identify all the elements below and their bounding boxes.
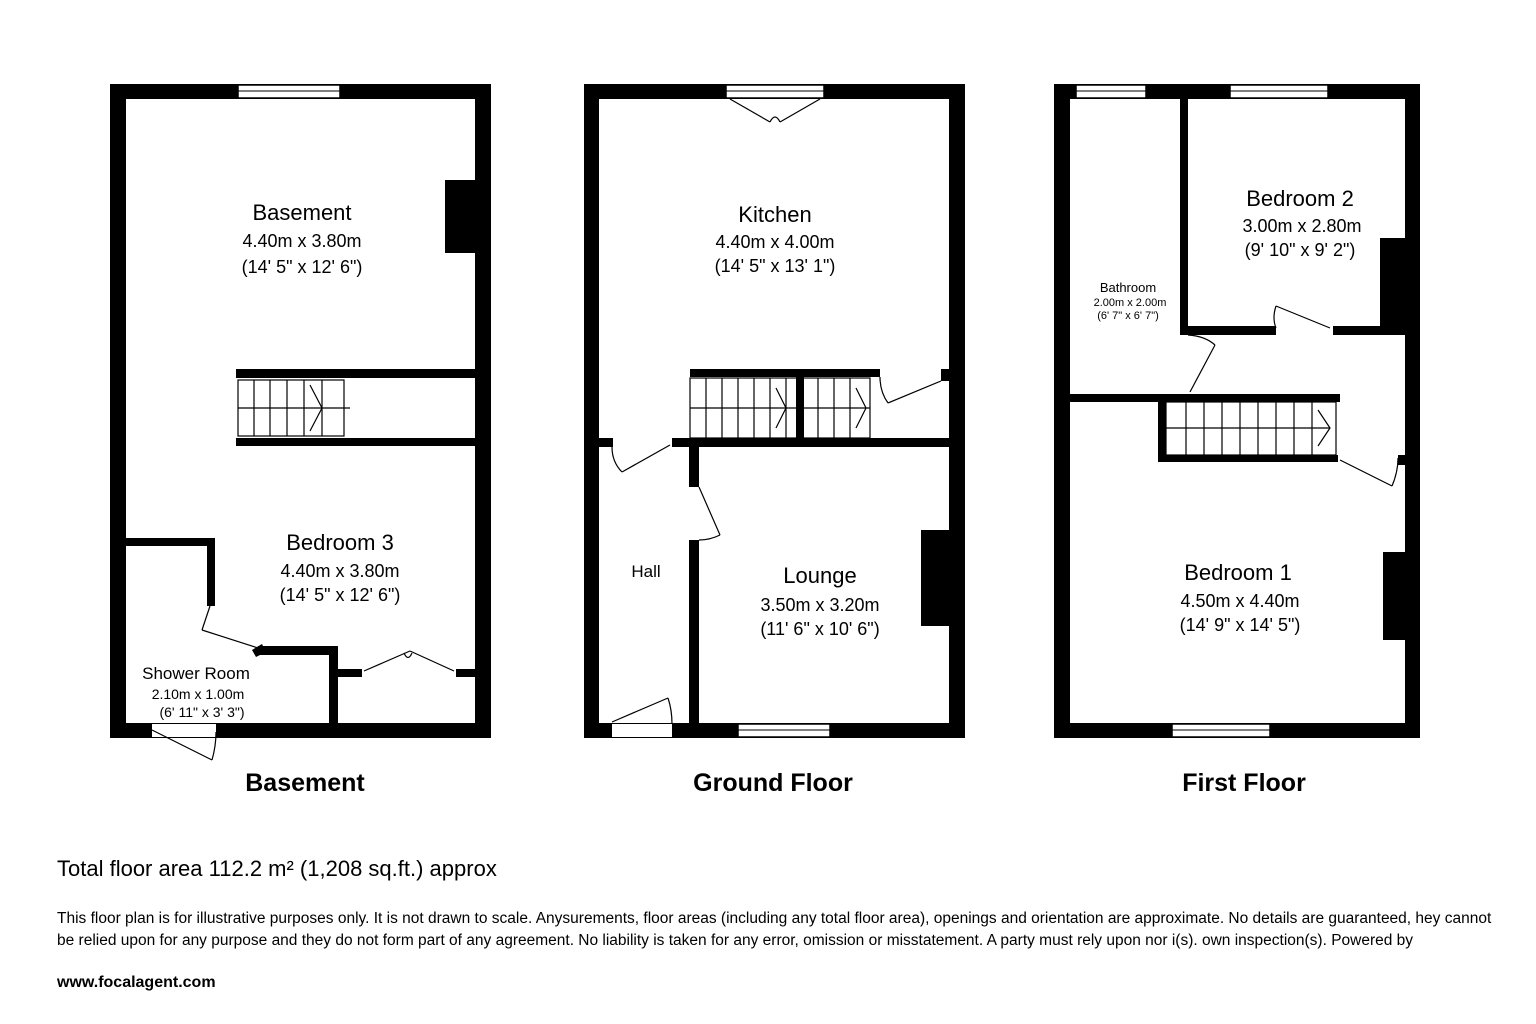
- bedroom3-imperial: (14' 5" x 12' 6"): [279, 585, 401, 605]
- basement-room-name: Basement: [252, 200, 352, 225]
- kitchen-name: Kitchen: [738, 202, 812, 227]
- shower-room-imperial: (6' 11" x 3' 3"): [159, 704, 245, 720]
- ground-walls: [584, 84, 965, 738]
- bedroom2-name: Bedroom 2: [1246, 186, 1354, 211]
- kitchen-metric: 4.40m x 4.00m: [715, 232, 835, 252]
- basement-openings: [152, 85, 454, 760]
- basement-stairs: [238, 380, 350, 436]
- kitchen-imperial: (14' 5" x 13' 1"): [714, 256, 836, 276]
- basement-room-imperial: (14' 5" x 12' 6"): [241, 257, 363, 277]
- basement-walls: [110, 84, 491, 738]
- first-labels: [1094, 186, 1362, 635]
- bathroom-metric: 2.00m x 2.00m: [1093, 297, 1167, 309]
- basement-room-metric: 4.40m x 3.80m: [242, 231, 362, 251]
- lounge-metric: 3.50m x 3.20m: [760, 595, 880, 615]
- first-floor-plan: [1054, 84, 1420, 797]
- total-floor-area: Total floor area 112.2 m² (1,208 sq.ft.) approx: [57, 856, 497, 881]
- bedroom1-metric: 4.50m x 4.40m: [1180, 591, 1300, 611]
- shower-room-name: Shower Room: [142, 664, 250, 683]
- bedroom1-name: Bedroom 1: [1184, 560, 1292, 585]
- bedroom3-name: Bedroom 3: [286, 530, 394, 555]
- bathroom-imperial: (6' 7" x 6' 7"): [1097, 310, 1159, 322]
- hall-name: Hall: [631, 562, 661, 581]
- basement-plan: [110, 84, 491, 797]
- ground-floor-title: Ground Floor: [693, 769, 853, 797]
- basement-labels: [142, 200, 400, 720]
- first-walls: [1054, 84, 1420, 738]
- bedroom1-imperial: (14' 9" x 14' 5"): [1179, 615, 1301, 635]
- ground-labels: [631, 202, 879, 639]
- website-link[interactable]: www.focalagent.com: [57, 974, 216, 991]
- lounge-imperial: (11' 6" x 10' 6"): [760, 619, 880, 639]
- ground-stairs: [690, 378, 870, 438]
- basement-floor-title: Basement: [245, 769, 365, 797]
- ground-floor-plan: [584, 84, 965, 797]
- first-openings: [1076, 85, 1398, 737]
- bedroom2-metric: 3.00m x 2.80m: [1242, 216, 1362, 236]
- first-floor-title: First Floor: [1182, 769, 1306, 797]
- lounge-name: Lounge: [783, 563, 857, 588]
- disclaimer-text: This floor plan is for illustrative purposes only. It is not drawn to scale. Anysurements, floor areas (including any total floor area), openings and orientation are approximate. No details are guaranteed, hey cannot be relied upon for any purpose and they do not form part of any agreement. No liability is taken for any error, omission or misstatement. A party must rely upon nor i(s). own inspection(s). Powered by: [57, 910, 1492, 949]
- bedroom3-metric: 4.40m x 3.80m: [280, 561, 400, 581]
- first-stairs: [1166, 402, 1336, 455]
- bedroom2-imperial: (9' 10" x 9' 2"): [1244, 240, 1356, 260]
- bathroom-name: Bathroom: [1099, 280, 1157, 295]
- ground-openings: [612, 85, 941, 737]
- shower-room-metric: 2.10m x 1.00m: [151, 686, 245, 702]
